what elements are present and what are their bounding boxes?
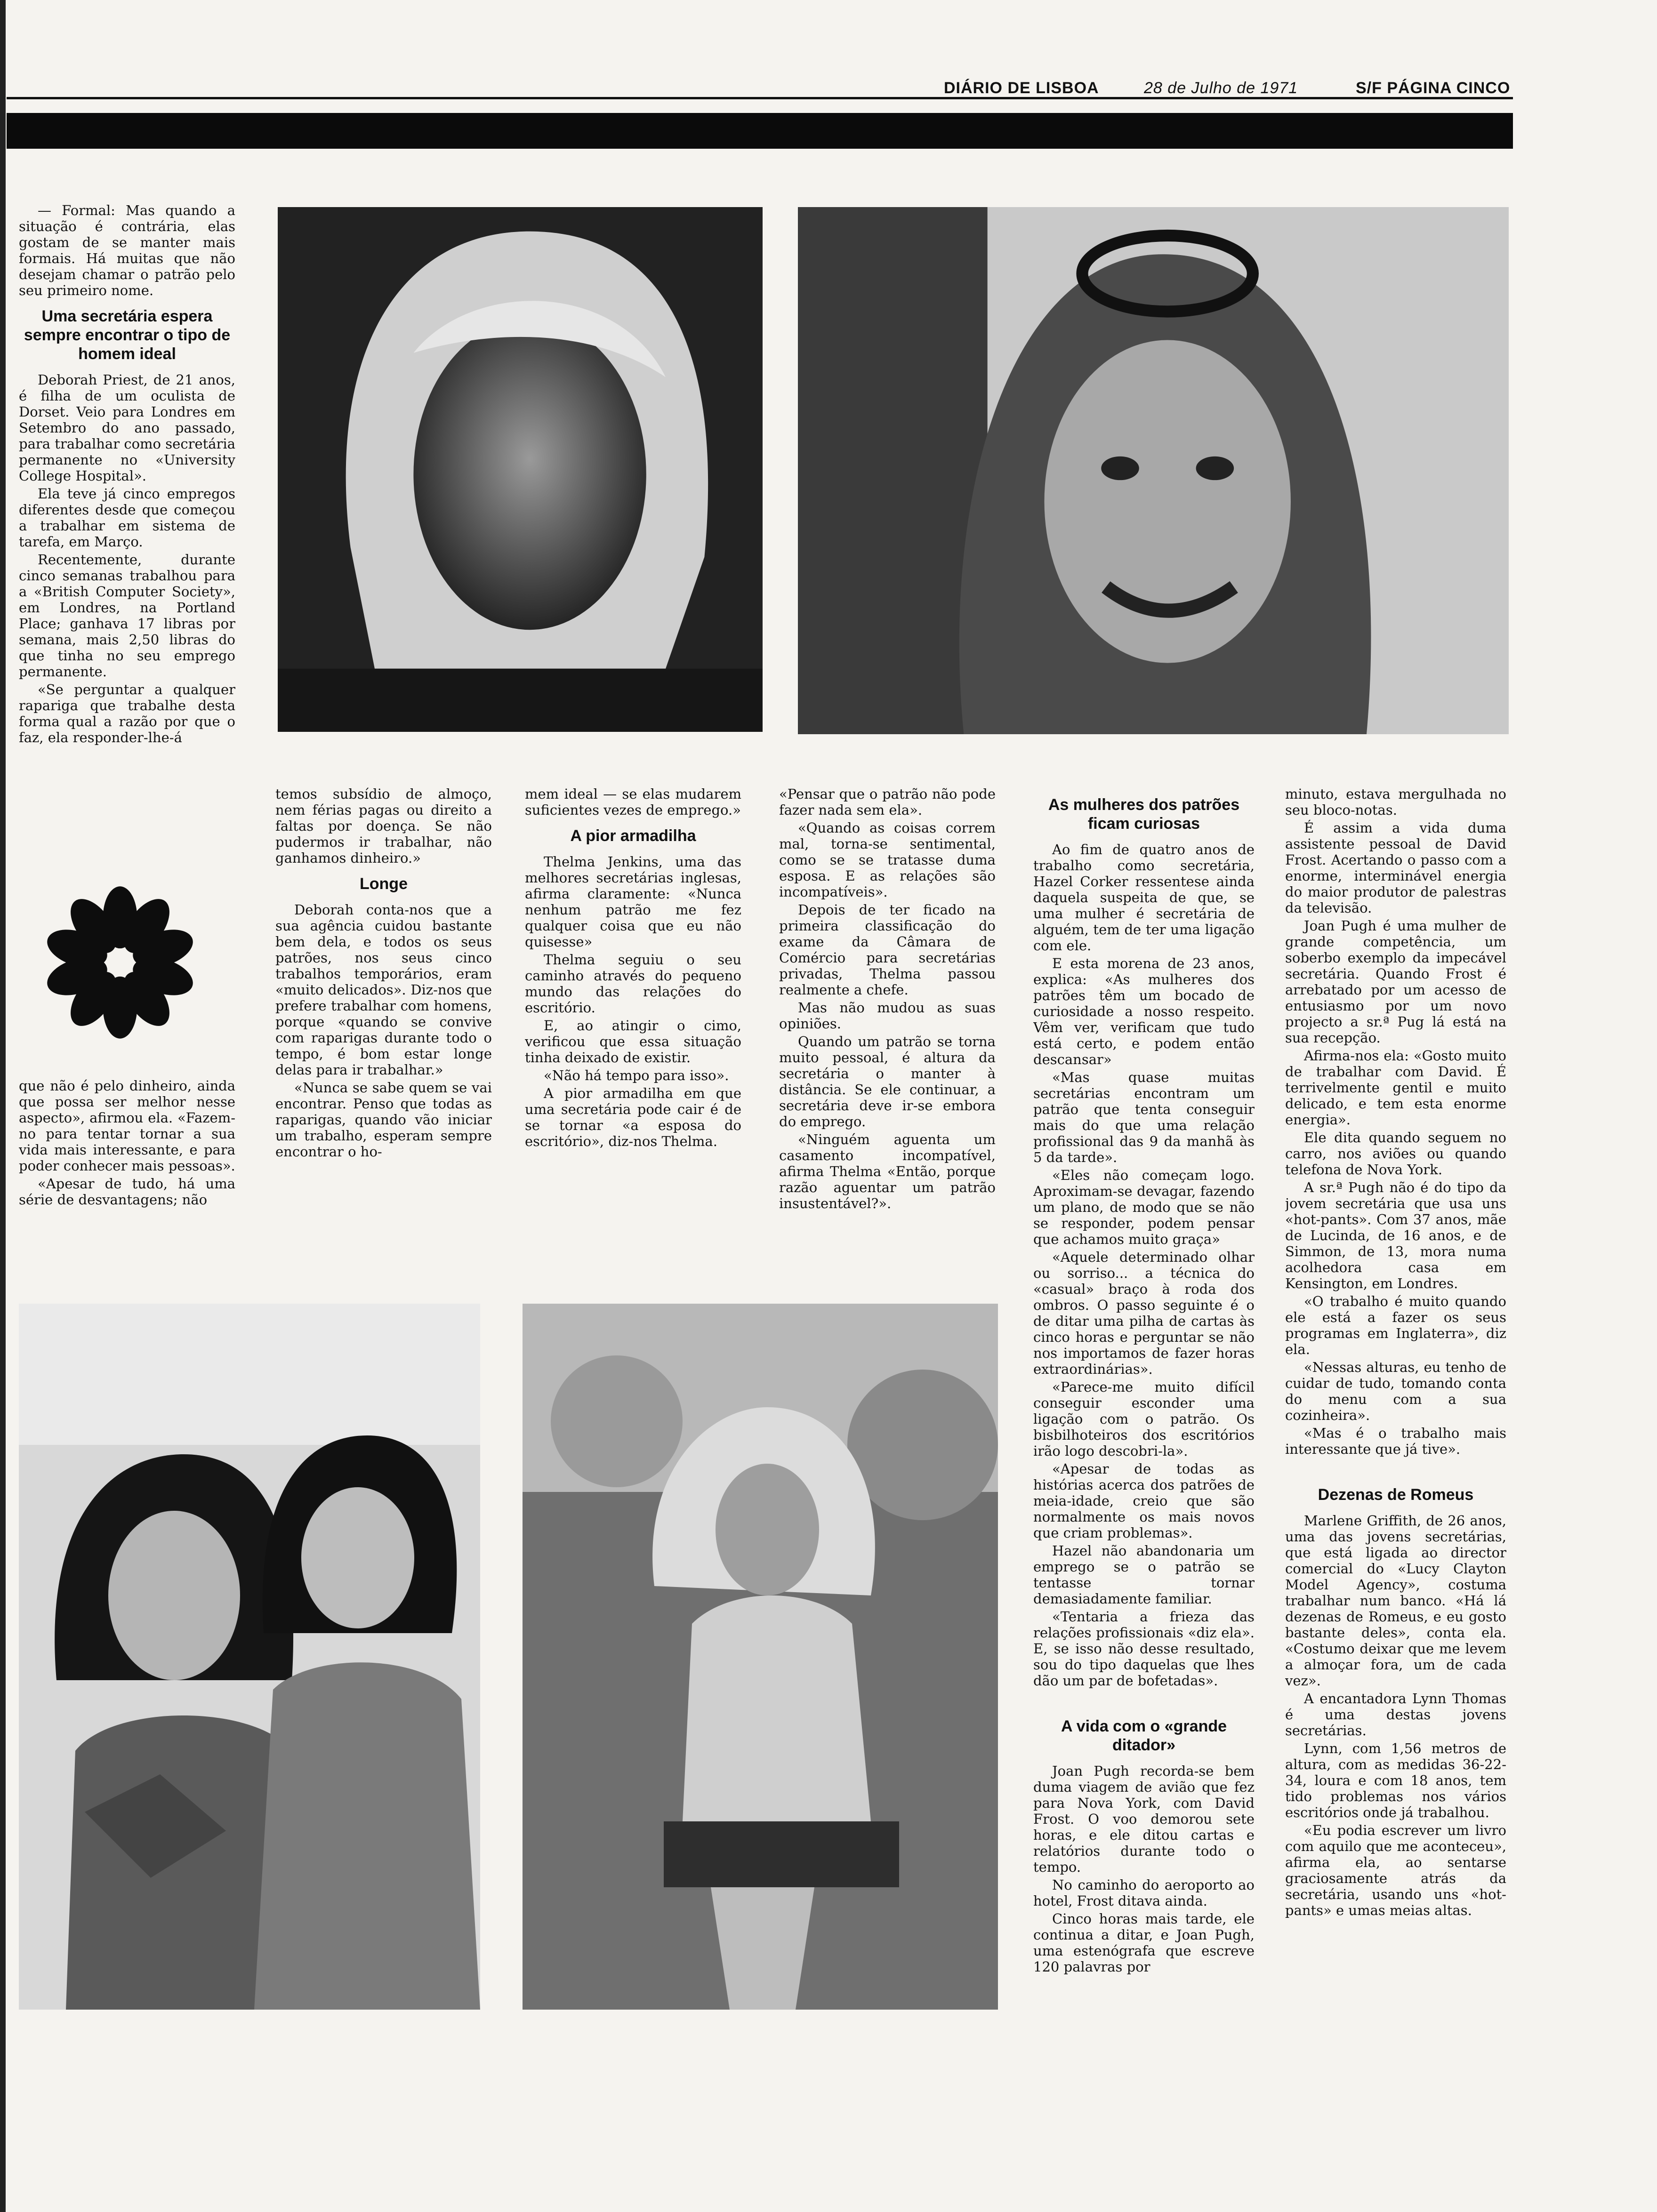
page-number: S/F PÁGINA CINCO [1356,79,1511,97]
paragraph: Mas não mudou as suas opiniões. [779,1000,996,1032]
paragraph: É assim a vida duma assistente pessoal de David Frost. Acertando o passo com a enorme, interminável energia do maior produtor de palestras da televisão. [1285,820,1506,916]
subheading-longe: Longe [360,875,408,893]
paragraph: Deborah Priest, de 21 anos, é filha de um oculista de Dorset. Veio para Londres em Setembro do ano passado, para trabalhar como secretária permanente no «University College Hospital». [19,372,235,484]
paragraph: «Nunca se sabe quem se vai encontrar. Penso que todas as raparigas, quando vão iniciar um trabalho, esperam sempre encontrar o ho- [275,1080,492,1160]
paragraph: E, ao atingir o cimo, verificou que essa situação tinha deixado de existir. [525,1018,741,1066]
paragraph: A sr.ª Pugh não é do tipo da jovem secretária que usa uns «hot-pants». Com 37 anos, mãe de Lucinda, de 16 anos, e de Simmon, de 13, mora numa acolhedora casa em Kensington, em Londres. [1285,1179,1506,1291]
paragraph: «Se perguntar a qualquer rapariga que trabalhe desta forma qual a razão por que o faz, ela responder-lhe-á [19,681,235,745]
paragraph: Recentemente, durante cinco semanas trabalhou para a «British Computer Society», em Londres, na Portland Place; ganhava 17 libras por semana, mais 2,50 libras do que tinha no seu emprego permanente. [19,552,235,680]
column-1-top [19,202,235,758]
paragraph: «Ninguém aguenta um casamento incompatível, afirma Thelma «Então, porque razão aguentar um patrão insustentável?». [779,1131,996,1211]
subheading-dezenas-romeus: Dezenas de Romeus [1318,1486,1474,1504]
paragraph: «Aquele determinado olhar ou sorriso... a técnica do «casual» braço à roda dos ombros. O passo seguinte é o de ditar uma pilha de cartas às cinco horas e perguntar se não nos importamos de fazer horas extraordinárias». [1033,1249,1255,1377]
paragraph: mem ideal — se elas mudarem suficientes vezes de emprego.» [525,786,741,818]
paragraph: Lynn, com 1,56 metros de altura, com as medidas 36-22-34, loura e com 18 anos, tem tido problemas nos vários escritórios onde já trabalhou. [1285,1740,1506,1820]
photo-two-women [19,1304,480,2010]
newspaper-name: DIÁRIO DE LISBOA [944,79,1099,97]
paragraph: Cinco horas mais tarde, ele continua a ditar, e Joan Pugh, uma estenógrafa que escreve 120 palavras por [1033,1911,1255,1975]
paragraph: Hazel não abandonaria um emprego se o patrão se tentasse tornar demasiadamente familiar. [1033,1543,1255,1607]
paragraph: temos subsídio de almoço, nem férias pagas ou direito a faltas por doença. Se não pudermos ir trabalhar, não ganhamos dinheiro.» [275,786,492,866]
photo-woman-garden [523,1304,998,2010]
paragraph: Afirma-nos ela: «Gosto muito de trabalhar com David. É terrivelmente gentil e muito delicado, e tem esta enorme energia». [1285,1048,1506,1128]
paragraph: Joan Pugh é uma mulher de grande competência, um soberbo exemplo da impecável secretária. Quando Frost é arrebatado por um acesso de entusiasmo por um novo projecto a sr.ª Pug lá está na sua recepção. [1285,918,1506,1046]
paragraph: Depois de ter ficado na primeira classificação do exame da Câmara de Comércio para secretárias privadas, Thelma passou realmente a chefe. [779,902,996,998]
paragraph: que não é pelo dinheiro, ainda que possa ser melhor nesse aspecto», afirmou ela. «Fazem-no para tentar tornar a sua vida mais interessante, e para poder conhecer mais pessoas». [19,1078,235,1174]
paragraph: «Apesar de todas as histórias acerca dos patrões de meia-idade, creio que são normalmente os mais novos que criam problemas». [1033,1461,1255,1541]
paragraph: Thelma seguiu o seu caminho através do pequeno mundo das relações do escritório. [525,952,741,1016]
paragraph: Quando um patrão se torna muito pessoal, é altura da secretária o manter à distância. Se ele continuar, a secretária deve ir-se embora do emprego. [779,1034,996,1130]
column-4 [779,786,996,1247]
subheading-secretaria: Uma secretária espera sempre encontrar o tipo de homem ideal [24,307,231,363]
subheading-pior-armadilha: A pior armadilha [570,827,696,845]
paragraph: «Parece-me muito difícil conseguir esconder uma ligação com o patrão. Os bisbilhoteiros dos escritórios irão logo descobri-la». [1033,1379,1255,1459]
paragraph: Joan Pugh recorda-se bem duma viagem de avião que fez para Nova York, com David Frost. O voo demorou sete horas, e ele ditou cartas e relatórios durante todo o tempo. [1033,1763,1255,1875]
flower-ornament-icon [42,885,198,1040]
paragraph: «Tentaria a frieza das relações profissionais «diz ela». E, se isso não desse resultado, sou do tipo daquelas que lhes dão um par de bofetadas». [1033,1609,1255,1689]
photo-smiling-woman [798,207,1509,734]
paragraph: «Eu podia escrever um livro com aquilo que me aconteceu», afirma ela, ao sentarse graciosamente atrás da secretária, usando uns «hot-pants» e umas meias altas. [1285,1822,1506,1918]
paragraph: «Mas é o trabalho mais interessante que já tive». [1285,1425,1506,1457]
paragraph: Marlene Griffith, de 26 anos, uma das jovens secretárias, que está ligada ao director comercial do «Lucy Clayton Model Agency», costuma trabalhar num banco. «Há lá dezenas de Romeus, e eu gosto bastante deles», conta ela. «Costumo deixar que me levem a almoçar fora, um de cada vez». [1285,1513,1506,1689]
paragraph: A encantadora Lynn Thomas é uma destas jovens secretárias. [1285,1691,1506,1739]
photo-blonde-woman [278,207,763,732]
paragraph: Thelma Jenkins, uma das melhores secretárias inglesas, afirma claramente: «Nunca nenhum patrão me fez qualquer coisa que eu não quisesse» [525,854,741,950]
paragraph: Deborah conta-nos que a sua agência cuidou bastante bem dela, e todos os seus patrões, nos seus cinco trabalhos temporários, eram «muito delicados». Diz-nos que prefere trabalhar com homens, porque «quando se convive com raparigas durante todo o tempo, é bom estar longe delas para ir trabalhar.» [275,902,492,1078]
subheading-mulheres-patroes: As mulheres dos patrões ficam curiosas [1048,796,1240,833]
paragraph: minuto, estava mergulhada no seu bloco-notas. [1285,786,1506,818]
header-rule [7,97,1513,99]
column-6 [1285,786,1506,2160]
paragraph: E esta morena de 23 anos, explica: «As mulheres dos patrões têm um bocado de curiosidade a nosso respeito. Vêm ver, verificam que tudo está certo, e podem então descansar» [1033,955,1255,1067]
paragraph: «Pensar que o patrão não pode fazer nada sem ela». [779,786,996,818]
paragraph: Ela teve já cinco empregos diferentes desde que começou a trabalhar em sistema de tarefa, em Março. [19,486,235,550]
paragraph: No caminho do aeroporto ao hotel, Frost ditava ainda. [1033,1877,1255,1909]
subheading-grande-ditador: A vida com o «grande ditador» [1061,1717,1227,1754]
issue-date: 28 de Julho de 1971 [1144,79,1298,97]
paragraph: «Nessas alturas, eu tenho de cuidar de tudo, tomando conta do menu com a sua cozinheira». [1285,1359,1506,1423]
paragraph: «Apesar de tudo, há uma série de desvantagens; não [19,1176,235,1208]
column-3 [525,786,741,1247]
paragraph: «O trabalho é muito quando ele está a fazer os seus programas em Inglaterra», diz ela. [1285,1293,1506,1357]
paragraph: «Mas quase muitas secretárias encontram um patrão que tenta conseguir mais do que uma relação profissional das 9 da manhã às 5 da tarde». [1033,1069,1255,1165]
page-edge-shadow [0,0,6,2212]
paragraph: «Quando as coisas correm mal, torna-se sentimental, como se se tratasse duma esposa. E as relações são incompatíveis». [779,820,996,900]
paragraph: — Formal: Mas quando a situação é contrária, elas gostam de se manter mais formais. Há muitas que não desejam chamar o patrão pelo seu primeiro nome. [19,202,235,298]
column-2 [275,786,492,1247]
paragraph: A pior armadilha em que uma secretária pode cair é de se tornar «a esposa do escritório», diz-nos Thelma. [525,1085,741,1149]
column-5 [1033,795,1255,2160]
paragraph: «Não há tempo para isso». [544,1067,729,1083]
paragraph: «Eles não começam logo. Aproximam-se devagar, fazendo um plano, de modo que se não se responder, podem pensar que achamos muito graça» [1033,1167,1255,1247]
column-1-bottom [19,1078,235,1247]
header-black-band [7,113,1513,149]
paragraph: Ele dita quando seguem no carro, nos aviões ou quando telefona de Nova York. [1285,1130,1506,1178]
paragraph: Ao fim de quatro anos de trabalho como secretária, Hazel Corker ressentese ainda daquela suspeita de que, se uma mulher é secretária de alguém, tem de ter uma ligação com ele. [1033,842,1255,954]
